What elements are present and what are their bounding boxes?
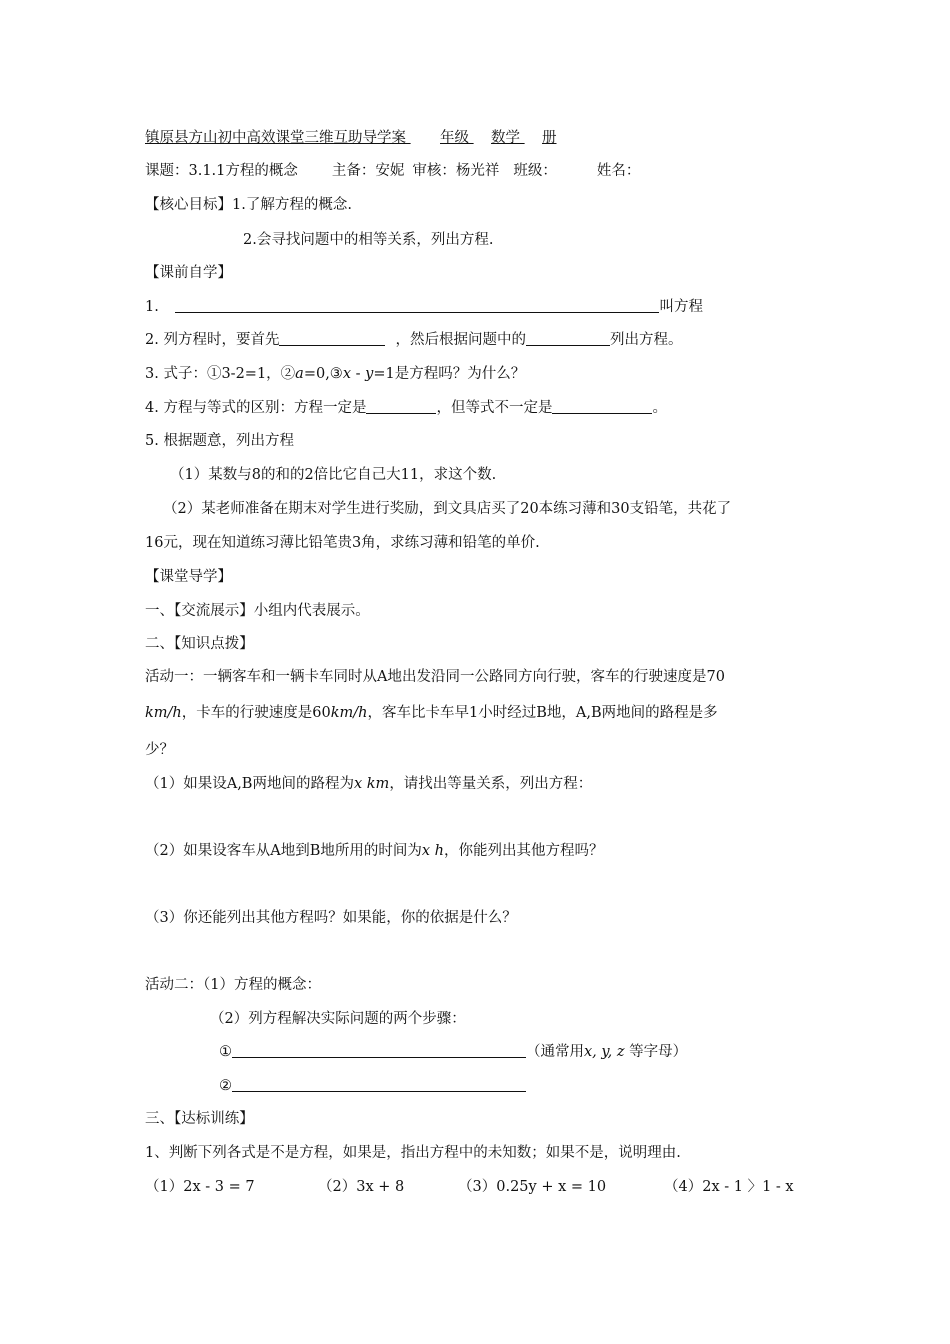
meta-topic: 课题：3.1.1方程的概念 (145, 163, 298, 179)
goal-2: 2.会寻找问题中的相等关系，列出方程. (243, 232, 494, 248)
activity-1-line3: 少？ (145, 742, 174, 758)
activity-1-line1: 活动一：一辆客车和一辆卡车同时从A地出发沿同一公路同方向行驶，客车的行驶速度是70 (145, 669, 725, 685)
classroom-heading: 【课堂导学】 (145, 569, 232, 585)
practice-heading: 三、【达标训练】 (145, 1111, 254, 1127)
preview-q5-2b: 16元，现在知道练习薄比铅笔贵3角，求练习薄和铅笔的单价. (145, 535, 540, 551)
header-title: 镇原县方山初中高效课堂三维互助导学案 (145, 130, 406, 146)
practice-item-4: （4）2x - 1 〉1 - x (664, 1179, 794, 1195)
meta-editor: 主备：安妮 (331, 163, 405, 179)
practice-item-3: （3）0.25y + x = 10 (458, 1179, 607, 1195)
practice-item-2: （2）3x + 8 (318, 1179, 405, 1195)
activity-2: 活动二：（1）方程的概念： (145, 977, 321, 993)
meta-name: 姓名： (596, 163, 641, 179)
blank-q4b[interactable] (552, 399, 652, 414)
blank-step2[interactable] (232, 1077, 526, 1092)
blank-q2b[interactable] (526, 331, 610, 346)
section-2: 二、【知识点拨】 (145, 636, 254, 652)
blank-q2a[interactable] (279, 331, 385, 346)
blank-q4a[interactable] (366, 399, 436, 414)
activity-1-p3: （3）你还能列出其他方程吗？如果能，你的依据是什么？ (145, 910, 517, 926)
blank-step1[interactable] (232, 1043, 526, 1058)
meta-reviewer: 审核：杨光祥 (412, 163, 500, 179)
preview-q2: 2. 列方程时，要首先 ，然后根据问题中的 列出方程。 (145, 332, 683, 348)
preview-q5-2a: （2）某老师准备在期末对学生进行奖励，到文具店买了20本练习薄和30支铅笔，共花了 (163, 501, 732, 517)
goals-heading: 【核心目标】 (145, 197, 232, 213)
document-header (145, 128, 557, 148)
meta-line (145, 161, 640, 181)
meta-class: 班级： (513, 163, 557, 179)
goal-1: 【核心目标】1.了解方程的概念. (145, 197, 352, 213)
preview-q1: 1. 叫方程 (145, 299, 703, 315)
header-subject: 数学 (491, 130, 520, 146)
practice-item-1: （1）2x - 3 = 7 (145, 1179, 255, 1195)
activity-1-line2: km/h，卡车的行驶速度是60km/h，客车比卡车早1小时经过B地，A,B两地间的路程是多 (145, 705, 718, 721)
section-1: 一、【交流展示】小组内代表展示。 (145, 603, 370, 619)
step-2: ② (219, 1076, 526, 1096)
preview-heading: 【课前自学】 (145, 265, 232, 281)
blank-q1[interactable] (175, 298, 659, 313)
preview-q5-1: （1）某数与8的和的2倍比它自己大11，求这个数. (170, 467, 497, 483)
activity-2-steps: （2）列方程解决实际问题的两个步骤： (210, 1011, 466, 1027)
step-1: ① （通常用x, y, z 等字母） (219, 1044, 688, 1060)
preview-q3: 3. 式子：①3-2=1，②a=0,③x - y=1是方程吗？为什么？ (145, 366, 526, 382)
header-volume: 册 (542, 130, 557, 146)
practice-q1: 1、判断下列各式是不是方程，如果是，指出方程中的未知数；如果不是，说明理由. (145, 1145, 681, 1161)
preview-q4: 4. 方程与等式的区别：方程一定是 ，但等式不一定是 。 (145, 400, 667, 416)
header-grade: 年级 (440, 130, 469, 146)
activity-1-p2: （2）如果设客车从A地到B地所用的时间为x h，你能列出其他方程吗？ (145, 843, 604, 859)
preview-q5: 5. 根据题意，列出方程 (145, 433, 294, 449)
activity-1-p1: （1）如果设A,B两地间的路程为x km，请找出等量关系，列出方程： (145, 776, 593, 792)
